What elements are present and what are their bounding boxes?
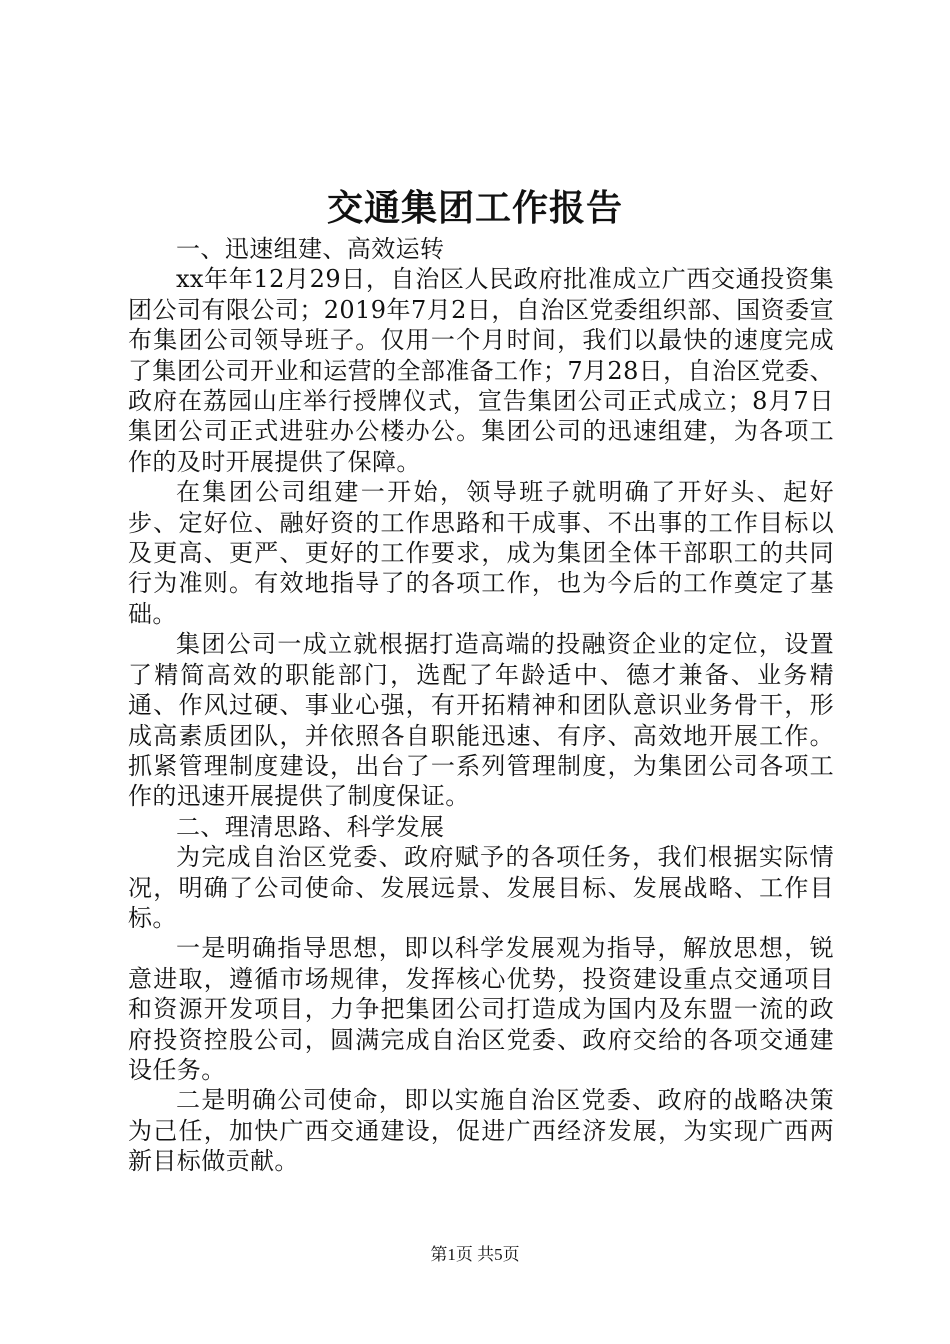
paragraph: xx年年12月29日，自治区人民政府批准成立广西交通投资集团公司有限公司；2019年7月2日，自治区党委组织部、国资委宣布集团公司领导班子。仅用一个月时间，我们以最快的速度完成了集团公司开业和运营的全部准备工作；7月28日，自治区党委、政府在荔园山庄举行授牌仪式，宣告集团公司正式成立；8月7日集团公司正式进驻办公楼办公。集团公司的迅速组建，为各项工作的及时开展提供了保障。 (128, 265, 834, 476)
section-heading-1: 一、迅速组建、高效运转 (176, 235, 445, 263)
paragraph: 集团公司一成立就根据打造高端的投融资企业的定位，设置了精简高效的职能部门，选配了年龄适中、德才兼备、业务精通、作风过硬、事业心强，有开拓精神和团队意识业务骨干，形成高素质团队，并依照各自职能迅速、有序、高效地开展工作。抓紧管理制度建设，出台了一系列管理制度，为集团公司各项工作的迅速开展提供了制度保证。 (128, 630, 834, 811)
paragraph: 在集团公司组建一开始，领导班子就明确了开好头、起好步、定好位、融好资的工作思路和干成事、不出事的工作目标以及更高、更严、更好的工作要求，成为集团全体干部职工的共同行为准则。有效地指导了的各项工作，也为今后的工作奠定了基础。 (128, 478, 834, 628)
document-title: 交通集团工作报告 (326, 187, 623, 229)
paragraph: 一是明确指导思想，即以科学发展观为指导，解放思想，锐意进取，遵循市场规律，发挥核心优势，投资建设重点交通项目和资源开发项目，力争把集团公司打造成为国内及东盟一流的政府投资控股公司，圆满完成自治区党委、政府交给的各项交通建设任务。 (128, 934, 834, 1084)
paragraph: 为完成自治区党委、政府赋予的各项任务，我们根据实际情况，明确了公司使命、发展远景、发展目标、发展战略、工作目标。 (128, 843, 834, 932)
section-heading-2: 二、理清思路、科学发展 (176, 812, 445, 841)
document-body (128, 234, 834, 1177)
paragraph: 二是明确公司使命，即以实施自治区党委、政府的战略决策为己任，加快广西交通建设，促进广西经济发展，为实现广西两新目标做贡献。 (128, 1086, 834, 1176)
page-footer: 第1页 共5页 (430, 1245, 520, 1264)
